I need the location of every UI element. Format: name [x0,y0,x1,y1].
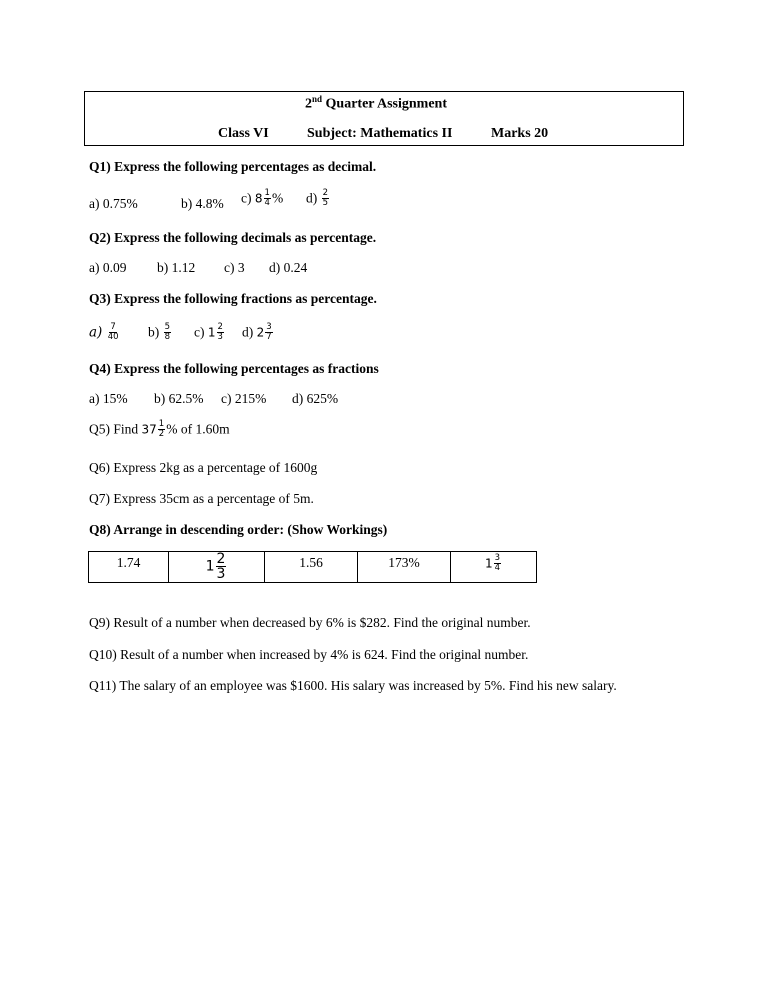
q1-c-denominator: 4 [264,198,270,208]
q1-c-whole: 8 [254,191,263,206]
q8-values-table [88,551,537,583]
q8-cell-3-value: 1.56 [299,555,323,570]
q3-a-denominator: 40 [107,332,119,342]
q3-c-denominator: 3 [217,332,223,342]
q3-b-prefix: b) [148,324,160,340]
q1-c-numerator: 1 [264,188,270,198]
q3-option-b [148,323,172,342]
q5-numerator: 1 [158,419,165,429]
q1-c-fraction [264,189,271,208]
class-label: Class VI [218,126,269,141]
q4-option-c: c) 215% [221,391,267,406]
q1-c-suffix: % [271,190,284,206]
q1-d-numerator: 2 [322,188,329,198]
q8-cell-2 [169,552,265,583]
q3-d-denominator: 7 [266,332,272,342]
q3-b-denominator: 8 [164,332,171,342]
q3-d-numerator: 3 [266,322,272,332]
q8-cell-3 [265,552,358,583]
q3-heading: Q3) Express the following fractions as percentage. [89,291,377,306]
q2-option-d: d) 0.24 [269,260,308,275]
q4-option-a: a) 15% [89,391,128,406]
q2-heading: Q2) Express the following decimals as percentage. [89,230,377,245]
q4-heading: Q4) Express the following percentages as fractions [89,361,379,376]
q8-cell-4 [358,552,451,583]
q3-d-fraction [265,323,272,342]
marks-label: Marks 20 [491,126,549,141]
q8-cell-2-denominator: 3 [216,566,226,582]
q8-cell-5-numerator: 3 [494,553,501,563]
q1-d-denominator: 5 [322,198,329,208]
q8-cell-5-fraction [494,554,501,573]
q5-whole: 37 [141,422,157,437]
q5-question [89,420,230,439]
q2-option-b: b) 1.12 [157,260,196,275]
q5-prefix: Q5) Find [89,421,139,437]
title-text: Quarter Assignment [325,96,447,112]
q4-option-b: b) 62.5% [154,391,204,406]
q8-cell-2-whole: 1 [205,558,215,575]
q3-a-fraction [107,323,120,342]
q1-option-c [241,189,283,208]
q7-question: Q7) Express 35cm as a percentage of 5m. [89,491,314,506]
q8-cell-5 [451,552,537,583]
title-number: 2 [305,96,312,112]
q3-b-numerator: 5 [164,322,171,332]
q8-cell-2-fraction [216,552,227,581]
q2-option-c: c) 3 [224,260,245,275]
subject-label: Subject: Mathematics II [307,126,453,141]
q8-cell-1 [89,552,169,583]
q8-cell-1-value: 1.74 [116,555,141,570]
q1-d-prefix: d) [306,190,318,206]
q3-c-fraction [217,323,224,342]
q1-option-b: b) 4.8% [181,196,224,211]
q1-heading: Q1) Express the following percentages as decimal. [89,159,377,174]
q1-option-a: a) 0.75% [89,196,138,211]
q1-d-fraction [322,189,329,208]
q3-a-numerator: 7 [110,322,116,332]
q3-d-prefix: d) [242,324,254,340]
q1-c-prefix: c) [241,190,252,206]
q8-cell-5-denominator: 4 [494,563,501,573]
q5-suffix: % of 1.60m [166,421,230,437]
q8-cell-5-whole: 1 [484,556,493,571]
q8-cell-2-numerator: 2 [216,551,226,567]
q5-denominator: 2 [158,429,165,439]
q3-a-prefix: a) [89,324,103,341]
q3-option-c [194,323,225,342]
q4-option-d: d) 625% [292,391,339,406]
q3-option-a [89,323,121,342]
q1-option-d [306,189,330,208]
q2-option-a: a) 0.09 [89,260,127,275]
title-ordinal: nd [312,94,323,104]
q3-c-whole: 1 [207,325,216,340]
q8-cell-4-value: 173% [388,555,420,570]
table-row [89,552,537,583]
q6-question: Q6) Express 2kg as a percentage of 1600g [89,460,318,475]
q3-d-whole: 2 [256,325,265,340]
q3-b-fraction [164,323,171,342]
q9-question: Q9) Result of a number when decreased by 6% is $282. Find the original number. [89,615,531,630]
assignment-title [305,94,447,113]
q3-option-d [242,323,274,342]
q10-question: Q10) Result of a number when increased by 4% is 624. Find the original number. [89,647,529,662]
q11-question: Q11) The salary of an employee was $1600. His salary was increased by 5%. Find his new salary. [89,678,617,693]
q8-heading: Q8) Arrange in descending order: (Show Workings) [89,522,388,537]
q3-c-numerator: 2 [217,322,223,332]
q5-fraction [158,420,165,439]
q3-c-prefix: c) [194,324,205,340]
